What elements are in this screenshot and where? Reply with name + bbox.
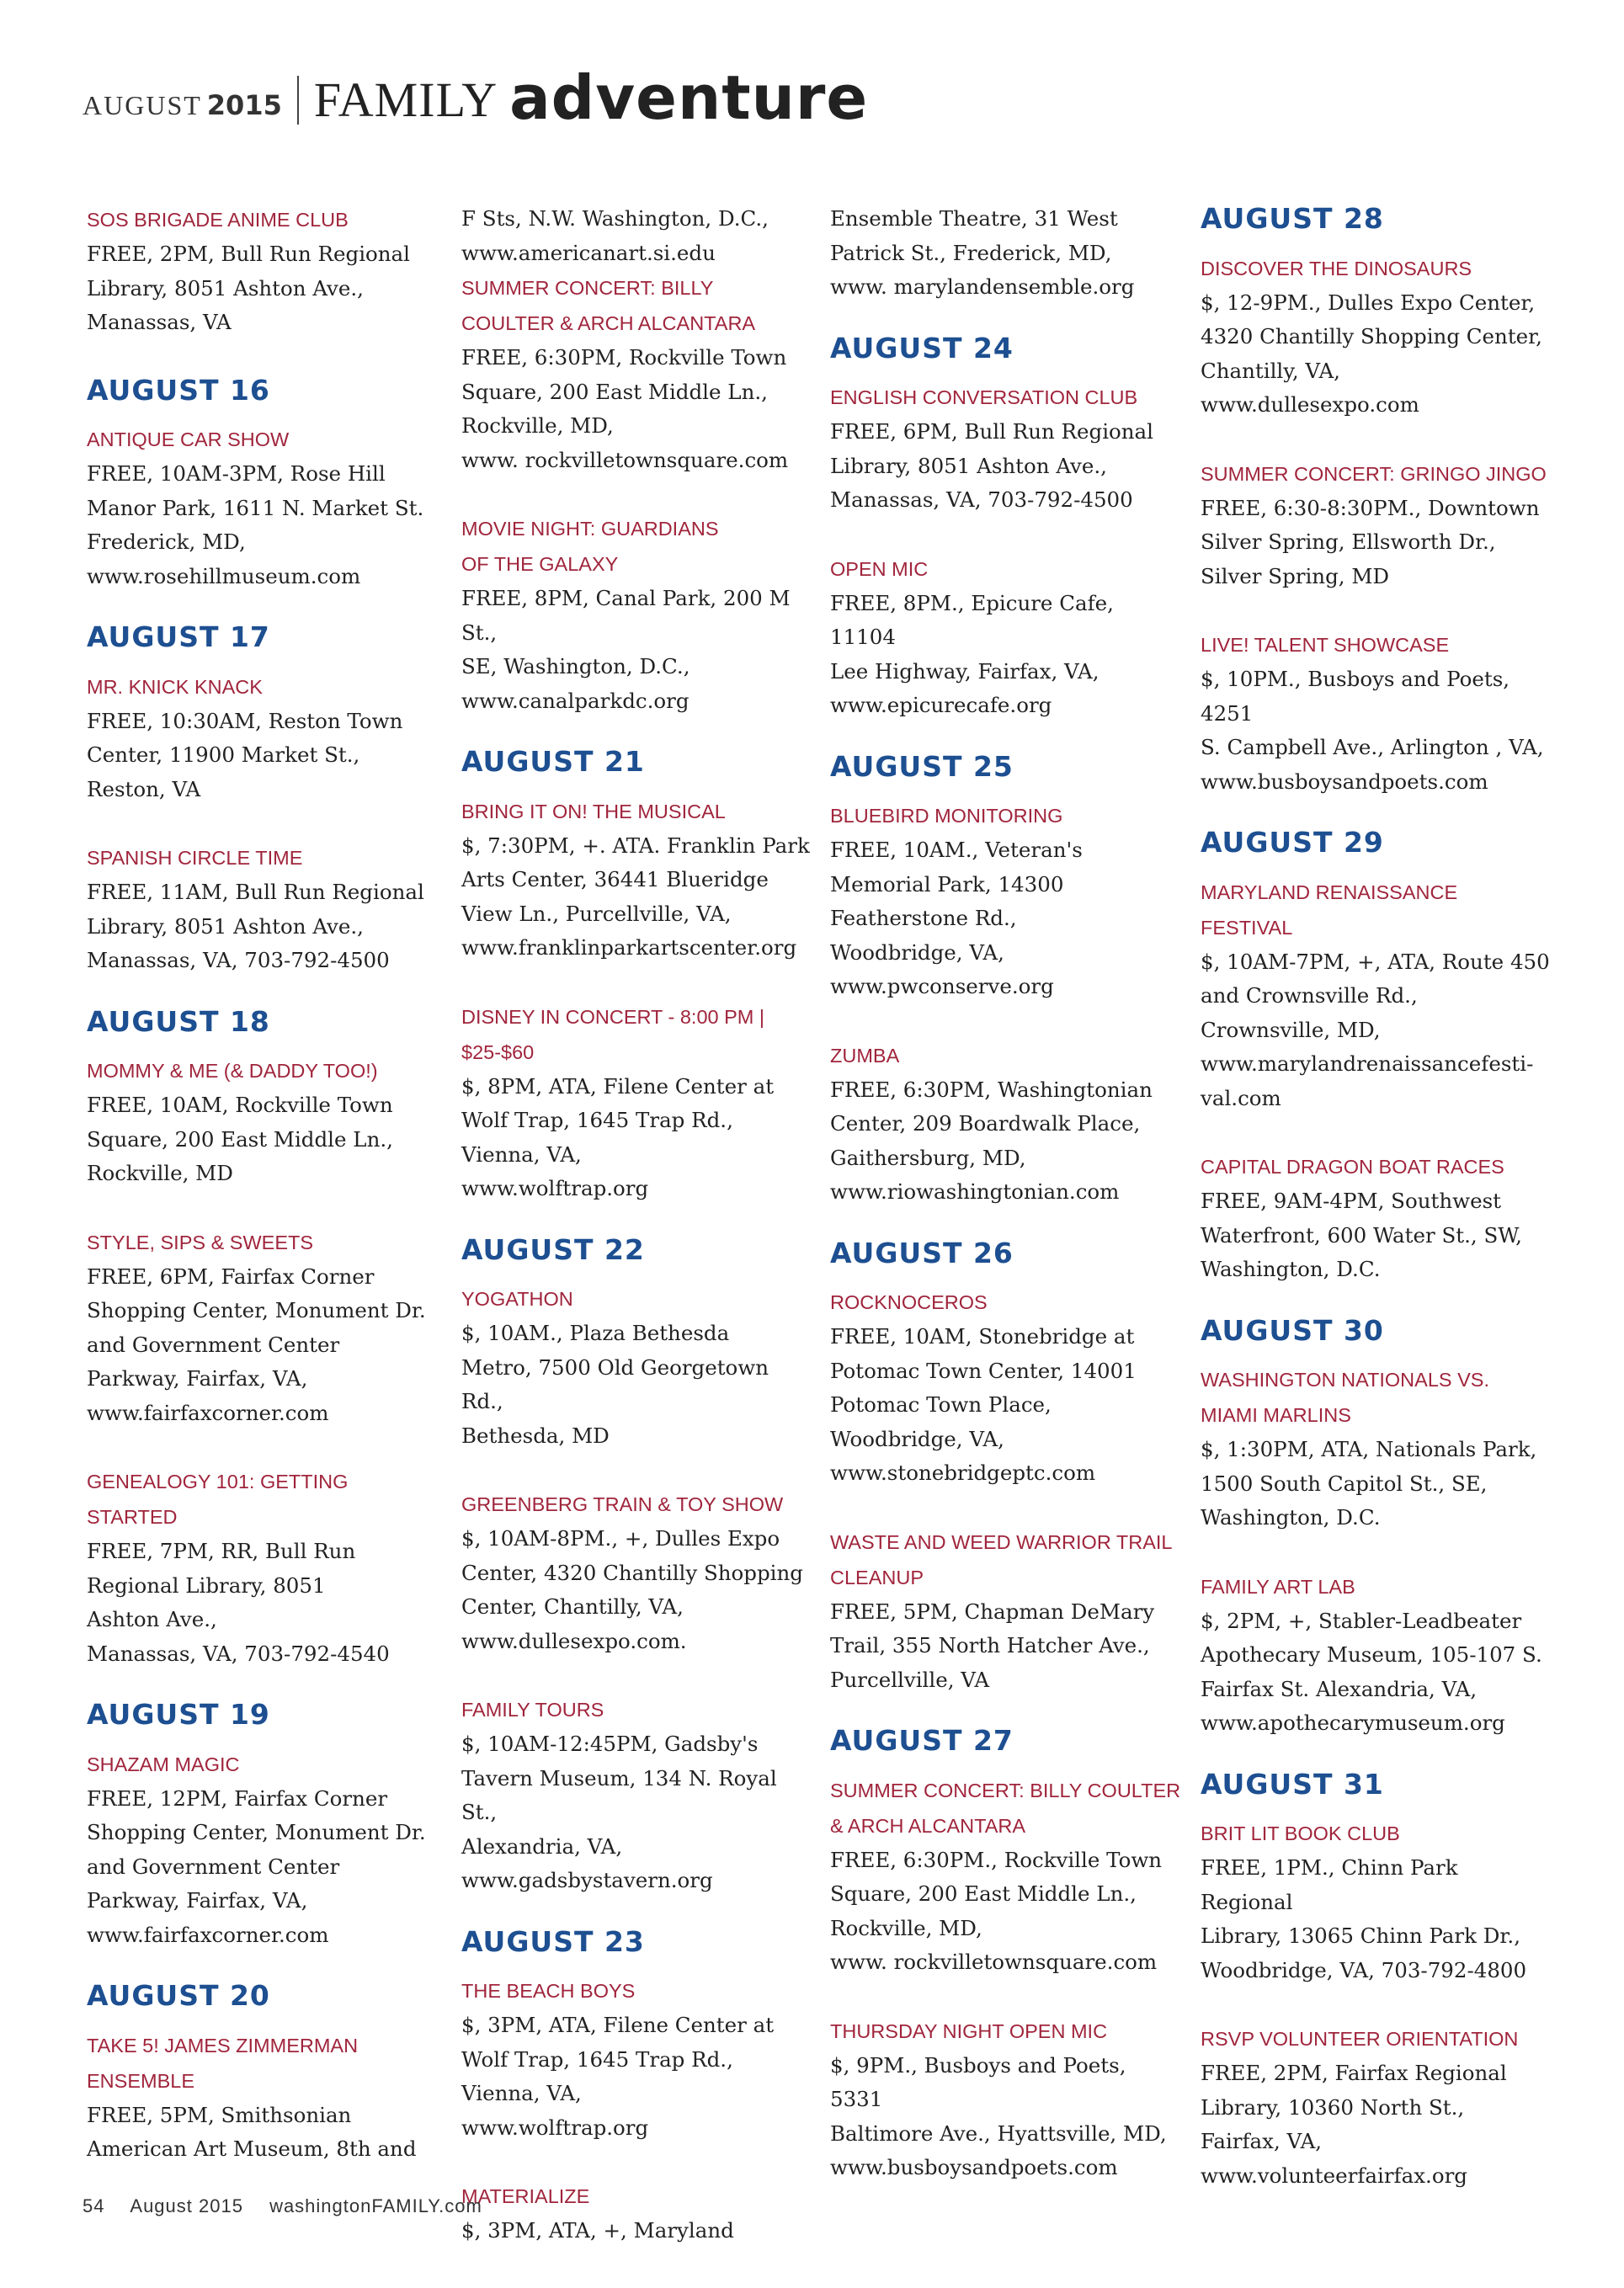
event-details: $, 10PM., Busboys and Poets, 4251 S. Campbell Ave., Arlington , VA, www.busboysandpoets.com bbox=[1201, 667, 1544, 794]
event-listing bbox=[1201, 1362, 1554, 1535]
event-details: $, 2PM, +, Stabler-Leadbeater Apothecary Museum, 105-107 S. Fairfax St. Alexandria, VA, www.apothecarymuseum.org bbox=[1201, 1608, 1542, 1736]
event-details: $, 10AM., Plaza Bethesda Metro, 7500 Old Georgetown Rd., Bethesda, MD bbox=[461, 1321, 769, 1448]
event-title: GREENBERG TRAIN & TOY SHOW bbox=[461, 1493, 784, 1516]
date-heading: AUGUST 27 bbox=[830, 1724, 1014, 1758]
event-title: TAKE 5! JAMES ZIMMERMAN ENSEMBLE bbox=[87, 2034, 359, 2092]
event-details: $, 10AM-8PM., +, Dulles Expo Center, 4320 Chantilly Shopping Center, Chantilly, VA, www.dullesexpo.com. bbox=[461, 1526, 803, 1653]
masthead-family: FAMILY bbox=[313, 72, 498, 127]
event-title: MARYLAND RENAISSANCE FESTIVAL bbox=[1201, 881, 1458, 939]
event-listing bbox=[830, 798, 1184, 1004]
event-title: BRING IT ON! THE MUSICAL bbox=[461, 800, 726, 822]
date-heading: AUGUST 18 bbox=[87, 1004, 270, 1038]
event-title: ZUMBA bbox=[830, 1044, 900, 1067]
event-listing bbox=[1201, 1149, 1554, 1287]
event-details: $, 9PM., Busboys and Poets, 5331 Baltimore Ave., Hyattsville, MD, www.busboysandpoets.com bbox=[830, 2052, 1167, 2180]
date-heading: AUGUST 24 bbox=[830, 331, 1014, 364]
event-title: YOGATHON bbox=[461, 1288, 573, 1311]
event-listing bbox=[1201, 1816, 1554, 1987]
event-listing bbox=[87, 1464, 440, 1671]
event-listing bbox=[830, 202, 1184, 305]
event-listing bbox=[87, 1225, 440, 1431]
event-listing bbox=[830, 1524, 1184, 1698]
event-title: LIVE! TALENT SHOWCASE bbox=[1201, 634, 1450, 657]
masthead-year: 2015 bbox=[206, 89, 282, 121]
date-heading: AUGUST 26 bbox=[830, 1236, 1014, 1269]
event-details: FREE, 1PM., Chinn Park Regional Library, 13065 Chinn Park Dr., Woodbridge, VA, 703-792-4800 bbox=[1201, 1855, 1527, 1982]
event-listing bbox=[461, 1692, 815, 1898]
event-listing bbox=[461, 1281, 815, 1453]
event-title: FAMILY ART LAB bbox=[1201, 1575, 1355, 1598]
event-title: SUMMER CONCERT: BILLY COULTER & ARCH ALCANTARA bbox=[461, 277, 756, 334]
date-heading: AUGUST 19 bbox=[87, 1698, 270, 1732]
event-details: $, 10AM-12:45PM, Gadsby's Tavern Museum, 134 N. Royal St., Alexandria, VA, www.gadsbystavern.org bbox=[461, 1732, 777, 1893]
event-details: FREE, 12PM, Fairfax Corner Shopping Center, Monument Dr. and Government Center Parkway, Fairfax, VA, www.fairfaxcorner.com bbox=[87, 1785, 426, 1947]
event-listing bbox=[87, 1053, 440, 1191]
event-listing bbox=[461, 2179, 815, 2248]
event-details: FREE, 2PM, Bull Run Regional Library, 8051 Ashton Ave., Manassas, VA bbox=[87, 242, 410, 334]
event-details: FREE, 5PM, Smithsonian American Art Museum, 8th and bbox=[87, 2102, 417, 2162]
column-1 bbox=[87, 202, 440, 2167]
event-title: RSVP VOLUNTEER ORIENTATION bbox=[1201, 2028, 1519, 2051]
event-title: SPANISH CIRCLE TIME bbox=[87, 847, 303, 870]
event-listing bbox=[830, 551, 1184, 723]
event-listing bbox=[830, 2014, 1184, 2185]
event-listing bbox=[1201, 627, 1554, 799]
event-listing bbox=[87, 422, 440, 593]
event-details: $, 3PM, ATA, +, Maryland bbox=[461, 2218, 734, 2243]
event-title: DISCOVER THE DINOSAURS bbox=[1201, 257, 1472, 279]
event-listing bbox=[1201, 456, 1554, 594]
event-listing bbox=[830, 1773, 1184, 1980]
event-title: FAMILY TOURS bbox=[461, 1699, 604, 1721]
event-details: FREE, 6:30-8:30PM., Downtown Silver Spring, Ellsworth Dr., Silver Spring, MD bbox=[1201, 495, 1540, 588]
event-details: FREE, 10AM., Veteran's Memorial Park, 14300 Featherstone Rd., Woodbridge, VA, www.pwconserve.org bbox=[830, 838, 1083, 999]
event-title: BRIT LIT BOOK CLUB bbox=[1201, 1822, 1400, 1845]
event-details: Ensemble Theatre, 31 West Patrick St., Frederick, MD, www. marylandensemble.org bbox=[830, 206, 1135, 299]
event-title: SUMMER CONCERT: GRINGO JINGO bbox=[1201, 462, 1547, 485]
event-title: SHAZAM MAGIC bbox=[87, 1753, 240, 1775]
page-number: 54 bbox=[83, 2195, 105, 2216]
date-heading: AUGUST 22 bbox=[461, 1232, 645, 1266]
event-details: FREE, 6:30PM., Rockville Town Square, 200 East Middle Ln., Rockville, MD, www. rockvilletownsquare.com bbox=[830, 1847, 1163, 1975]
column-4 bbox=[1201, 202, 1554, 2193]
event-details: FREE, 6:30PM, Rockville Town Square, 200 East Middle Ln., Rockville, MD, www. rockvilletownsquare.com bbox=[461, 345, 789, 472]
masthead-divider bbox=[297, 76, 299, 125]
event-details: $, 8PM, ATA, Filene Center at Wolf Trap, 1645 Trap Rd., Vienna, VA, www.wolftrap.org bbox=[461, 1073, 775, 1201]
event-listing bbox=[1201, 875, 1554, 1116]
column-2 bbox=[461, 202, 815, 2248]
event-listing bbox=[1201, 251, 1554, 423]
event-title: MR. KNICK KNACK bbox=[87, 675, 263, 698]
event-title: STYLE, SIPS & SWEETS bbox=[87, 1231, 314, 1253]
event-details: FREE, 10AM-3PM, Rose Hill Manor Park, 1611 N. Market St. Frederick, MD, www.rosehillmuseum.com bbox=[87, 461, 424, 588]
date-heading: AUGUST 20 bbox=[87, 1979, 270, 2013]
event-details: $, 7:30PM, +. ATA. Franklin Park Arts Center, 36441 Blueridge View Ln., Purcellville, VA, www.franklinparkartscenter.org bbox=[461, 833, 810, 960]
event-listing bbox=[87, 840, 440, 978]
event-title: MATERIALIZE bbox=[461, 2185, 590, 2208]
masthead bbox=[83, 61, 869, 133]
event-listing bbox=[1201, 2021, 1554, 2193]
event-title: GENEALOGY 101: GETTING STARTED bbox=[87, 1471, 349, 1529]
event-title: ENGLISH CONVERSATION CLUB bbox=[830, 386, 1138, 409]
date-heading: AUGUST 21 bbox=[461, 745, 645, 778]
event-listing bbox=[461, 794, 815, 966]
event-title: CAPITAL DRAGON BOAT RACES bbox=[1201, 1156, 1504, 1179]
footer-month: August 2015 bbox=[130, 2195, 243, 2216]
event-listing bbox=[87, 2028, 440, 2167]
date-heading: AUGUST 30 bbox=[1201, 1313, 1384, 1347]
event-details: FREE, 6:30PM, Washingtonian Center, 209 Boardwalk Place, Gaithersburg, MD, www.riowashingtonian.com bbox=[830, 1077, 1153, 1205]
event-listing bbox=[87, 1747, 440, 1953]
event-listing bbox=[830, 1285, 1184, 1491]
event-details: $, 10AM-7PM, +, ATA, Route 450 and Crownsville Rd., Crownsville, MD, www.marylandrenaissancefesti- val.com bbox=[1201, 949, 1550, 1110]
event-listing bbox=[461, 999, 815, 1206]
event-title: SUMMER CONCERT: BILLY COULTER & ARCH ALCANTARA bbox=[830, 1779, 1181, 1837]
event-title: WASHINGTON NATIONALS VS. MIAMI MARLINS bbox=[1201, 1369, 1489, 1427]
column-3 bbox=[830, 202, 1184, 2185]
footer-site: washingtonFAMILY.com bbox=[269, 2195, 482, 2216]
date-heading: AUGUST 25 bbox=[830, 749, 1014, 783]
event-listing bbox=[1201, 1569, 1554, 1741]
event-listing bbox=[461, 202, 815, 270]
date-heading: AUGUST 23 bbox=[461, 1924, 645, 1958]
event-listing bbox=[461, 1487, 815, 1658]
event-title: MOVIE NIGHT: GUARDIANS OF THE GALAXY bbox=[461, 518, 719, 575]
event-listing bbox=[87, 669, 440, 807]
event-details: $, 1:30PM, ATA, Nationals Park, 1500 South Capitol St., SE, Washington, D.C. bbox=[1201, 1437, 1537, 1530]
event-listing bbox=[461, 1973, 815, 2145]
event-title: BLUEBIRD MONITORING bbox=[830, 805, 1063, 827]
event-details: FREE, 6PM, Fairfax Corner Shopping Center, Monument Dr. and Government Center Parkway, Fairfax, VA, www.fairfaxcorner.com bbox=[87, 1264, 426, 1425]
event-title: ANTIQUE CAR SHOW bbox=[87, 428, 290, 451]
event-listing bbox=[830, 380, 1184, 518]
event-title: THURSDAY NIGHT OPEN MIC bbox=[830, 2019, 1108, 2042]
event-details: FREE, 10:30AM, Reston Town Center, 11900 Market St., Reston, VA bbox=[87, 708, 403, 801]
event-details: FREE, 2PM, Fairfax Regional Library, 10360 North St., Fairfax, VA, www.volunteerfairfax.org bbox=[1201, 2061, 1507, 2188]
event-details: FREE, 8PM, Canal Park, 200 M St., SE, Washington, D.C., www.canalparkdc.org bbox=[461, 586, 791, 713]
event-title: ROCKNOCEROS bbox=[830, 1291, 988, 1314]
event-listing bbox=[87, 202, 440, 340]
event-details: FREE, 7PM, RR, Bull Run Regional Library, 8051 Ashton Ave., Manassas, VA, 703-792-4540 bbox=[87, 1539, 390, 1666]
event-details: FREE, 9AM-4PM, Southwest Waterfront, 600 Water St., SW, Washington, D.C. bbox=[1201, 1189, 1522, 1282]
event-details: FREE, 10AM, Rockville Town Square, 200 East Middle Ln., Rockville, MD bbox=[87, 1093, 393, 1186]
date-heading: AUGUST 29 bbox=[1201, 826, 1384, 859]
event-title: DISNEY IN CONCERT - 8:00 PM | $25-$60 bbox=[461, 1005, 765, 1063]
event-listing bbox=[830, 1038, 1184, 1210]
event-title: MOMMY & ME (& DADDY TOO!) bbox=[87, 1060, 378, 1083]
event-listing bbox=[461, 270, 815, 477]
event-details: FREE, 5PM, Chapman DeMary Trail, 355 North Hatcher Ave., Purcellville, VA bbox=[830, 1599, 1155, 1692]
masthead-month: AUGUST bbox=[83, 90, 202, 120]
event-details: FREE, 6PM, Bull Run Regional Library, 8051 Ashton Ave., Manassas, VA, 703-792-4500 bbox=[830, 419, 1153, 513]
event-details: FREE, 8PM., Epicure Cafe, 11104 Lee Highway, Fairfax, VA, www.epicurecafe.org bbox=[830, 590, 1114, 718]
page-footer bbox=[83, 2195, 503, 2217]
date-heading: AUGUST 17 bbox=[87, 620, 270, 654]
date-heading: AUGUST 28 bbox=[1201, 202, 1384, 235]
event-details: FREE, 11AM, Bull Run Regional Library, 8051 Ashton Ave., Manassas, VA, 703-792-4500 bbox=[87, 880, 424, 973]
date-heading: AUGUST 31 bbox=[1201, 1767, 1384, 1801]
date-heading: AUGUST 16 bbox=[87, 373, 270, 407]
event-details: FREE, 10AM, Stonebridge at Potomac Town Center, 14001 Potomac Town Place, Woodbridge, VA, www.stonebridgeptc.com bbox=[830, 1324, 1137, 1486]
event-title: WASTE AND WEED WARRIOR TRAIL CLEANUP bbox=[830, 1530, 1173, 1588]
event-title: SOS BRIGADE ANIME CLUB bbox=[87, 209, 349, 231]
masthead-adventure: adventure bbox=[509, 62, 869, 133]
event-details: $, 12-9PM., Dulles Expo Center, 4320 Chantilly Shopping Center, Chantilly, VA, www.dullesexpo.com bbox=[1201, 290, 1542, 418]
event-title: THE BEACH BOYS bbox=[461, 1980, 636, 2003]
event-details: $, 3PM, ATA, Filene Center at Wolf Trap, 1645 Trap Rd., Vienna, VA, www.wolftrap.org bbox=[461, 2013, 775, 2140]
event-details: F Sts, N.W. Washington, D.C., www.americanart.si.edu bbox=[461, 206, 769, 265]
event-title: OPEN MIC bbox=[830, 557, 929, 580]
event-listing bbox=[461, 511, 815, 718]
